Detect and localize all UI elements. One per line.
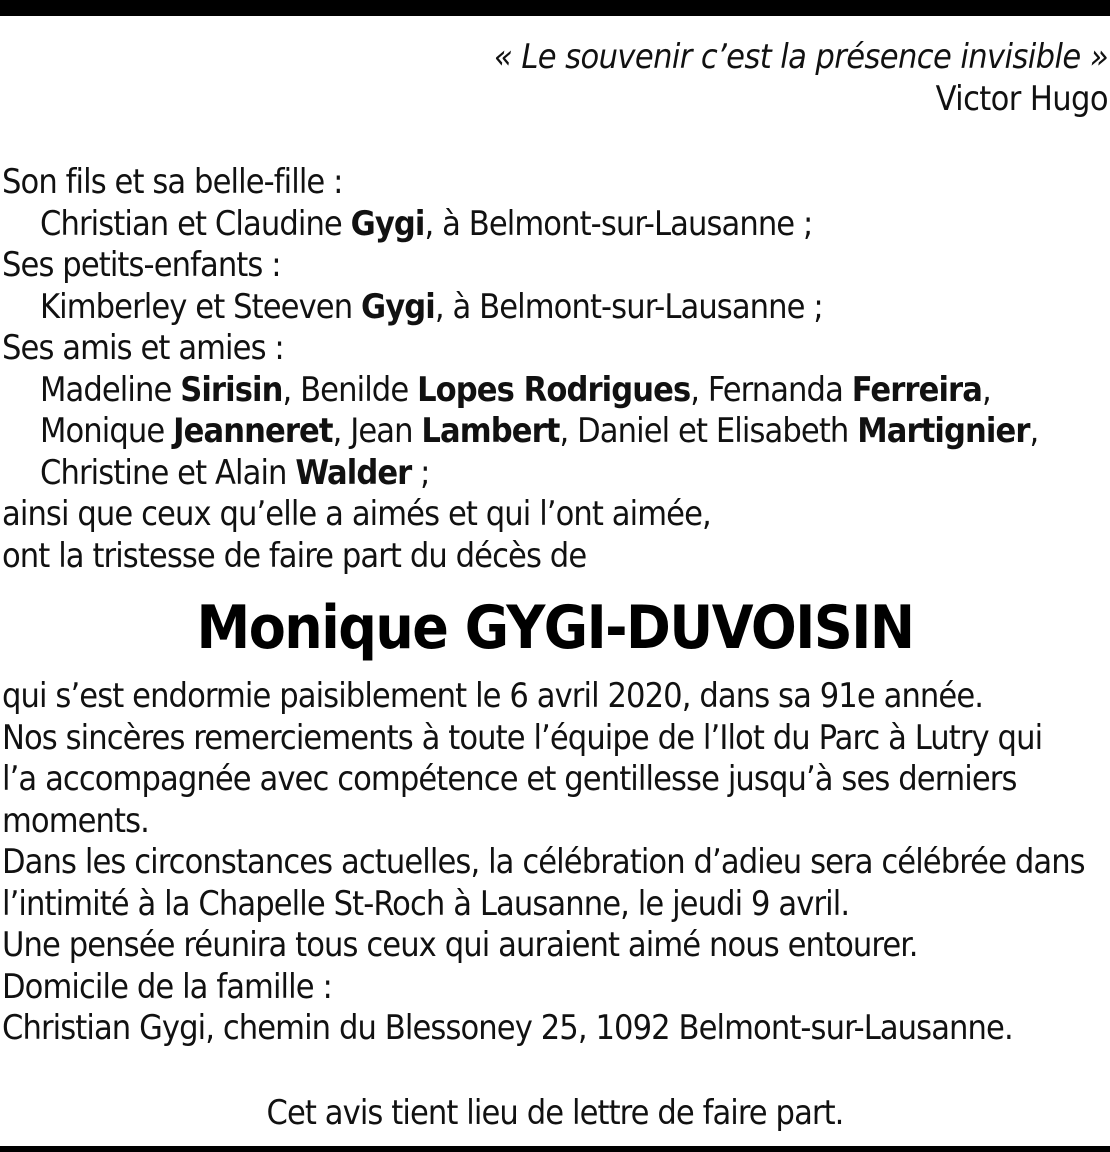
punctuation: , [1029,411,1039,451]
friend-surname: Sirisin [180,369,283,410]
others-line: ainsi que ceux qu’elle a aimés et qui l’ont aimée, [2,494,711,534]
detail-line: Domicile de la famille : [2,966,332,1007]
detail-line: l’intimité à la Chapelle St-Roch à Lausanne, le jeudi 9 avril. [2,883,850,924]
son-location: , à Belmont-sur-Lausanne ; [424,203,813,244]
friends-heading: Ses amis et amies : [2,328,284,368]
friend-firstname: , Jean [332,411,422,451]
bottom-border-rule [0,1146,1110,1152]
epigraph-quote: « Le souvenir c’est la présence invisible » [493,37,1108,77]
friend-firstname: , Daniel et Elisabeth [559,411,858,451]
detail-line: l’a accompagnée avec compétence et gentillesse jusqu’à ses derniers [2,759,1017,799]
son-surname: Gygi [350,203,425,244]
friend-surname: Walder [295,452,412,493]
punctuation: , [981,369,991,410]
son-heading: Son fils et sa belle-fille : [2,162,343,202]
family-list [2,162,1108,577]
top-border-rule [0,0,1110,16]
deceased-name: Monique GYGI-DUVOISIN [196,593,914,663]
announcement-line: ont la tristesse de faire part du décès de [2,535,587,576]
punctuation: ; [411,452,430,493]
friends-line-2 [2,411,1108,453]
detail-line: qui s’est endormie paisiblement le 6 avril 2020, dans sa 91e année. [2,676,984,716]
obituary-details [2,676,1108,1050]
friends-line-1 [2,370,1108,412]
epigraph-author: Victor Hugo [935,79,1108,119]
detail-line: Nos sincères remerciements à toute l’équipe de l’Ilot du Parc à Lutry qui [2,717,1043,758]
detail-line: Christian Gygi, chemin du Blessoney 25, 1092 Belmont-sur-Lausanne. [2,1008,1013,1048]
grandchildren-location: , à Belmont-sur-Lausanne ; [434,286,823,327]
son-line [2,204,1108,246]
friend-firstname: Monique [40,411,174,451]
friend-firstname: , Benilde [282,369,418,410]
grandchildren-firstnames: Kimberley et Steeven [40,286,362,327]
friend-firstname: Christine et Alain [40,452,296,493]
friends-line-3 [2,453,1108,495]
grandchildren-line [2,287,1108,329]
friend-firstname: Madeline [40,369,181,410]
friend-surname: Martignier [857,411,1030,451]
friend-surname: Ferreira [851,369,982,410]
friend-surname: Lopes Rodrigues [417,369,691,410]
friend-surname: Lambert [421,411,560,451]
detail-line: Une pensée réunira tous ceux qui auraient aimé nous entourer. [2,925,918,965]
friend-firstname: , Fernanda [690,369,852,410]
friend-surname: Jeanneret [173,411,333,451]
detail-line: Dans les circonstances actuelles, la célébration d’adieu sera célébrée dans [2,842,1085,882]
grandchildren-heading: Ses petits-enfants : [2,245,281,285]
detail-line: moments. [2,800,149,841]
closing-note: Cet avis tient lieu de lettre de faire part. [266,1093,844,1133]
epigraph [494,36,1108,120]
son-firstnames: Christian et Claudine [40,203,351,244]
grandchildren-surname: Gygi [361,286,435,327]
